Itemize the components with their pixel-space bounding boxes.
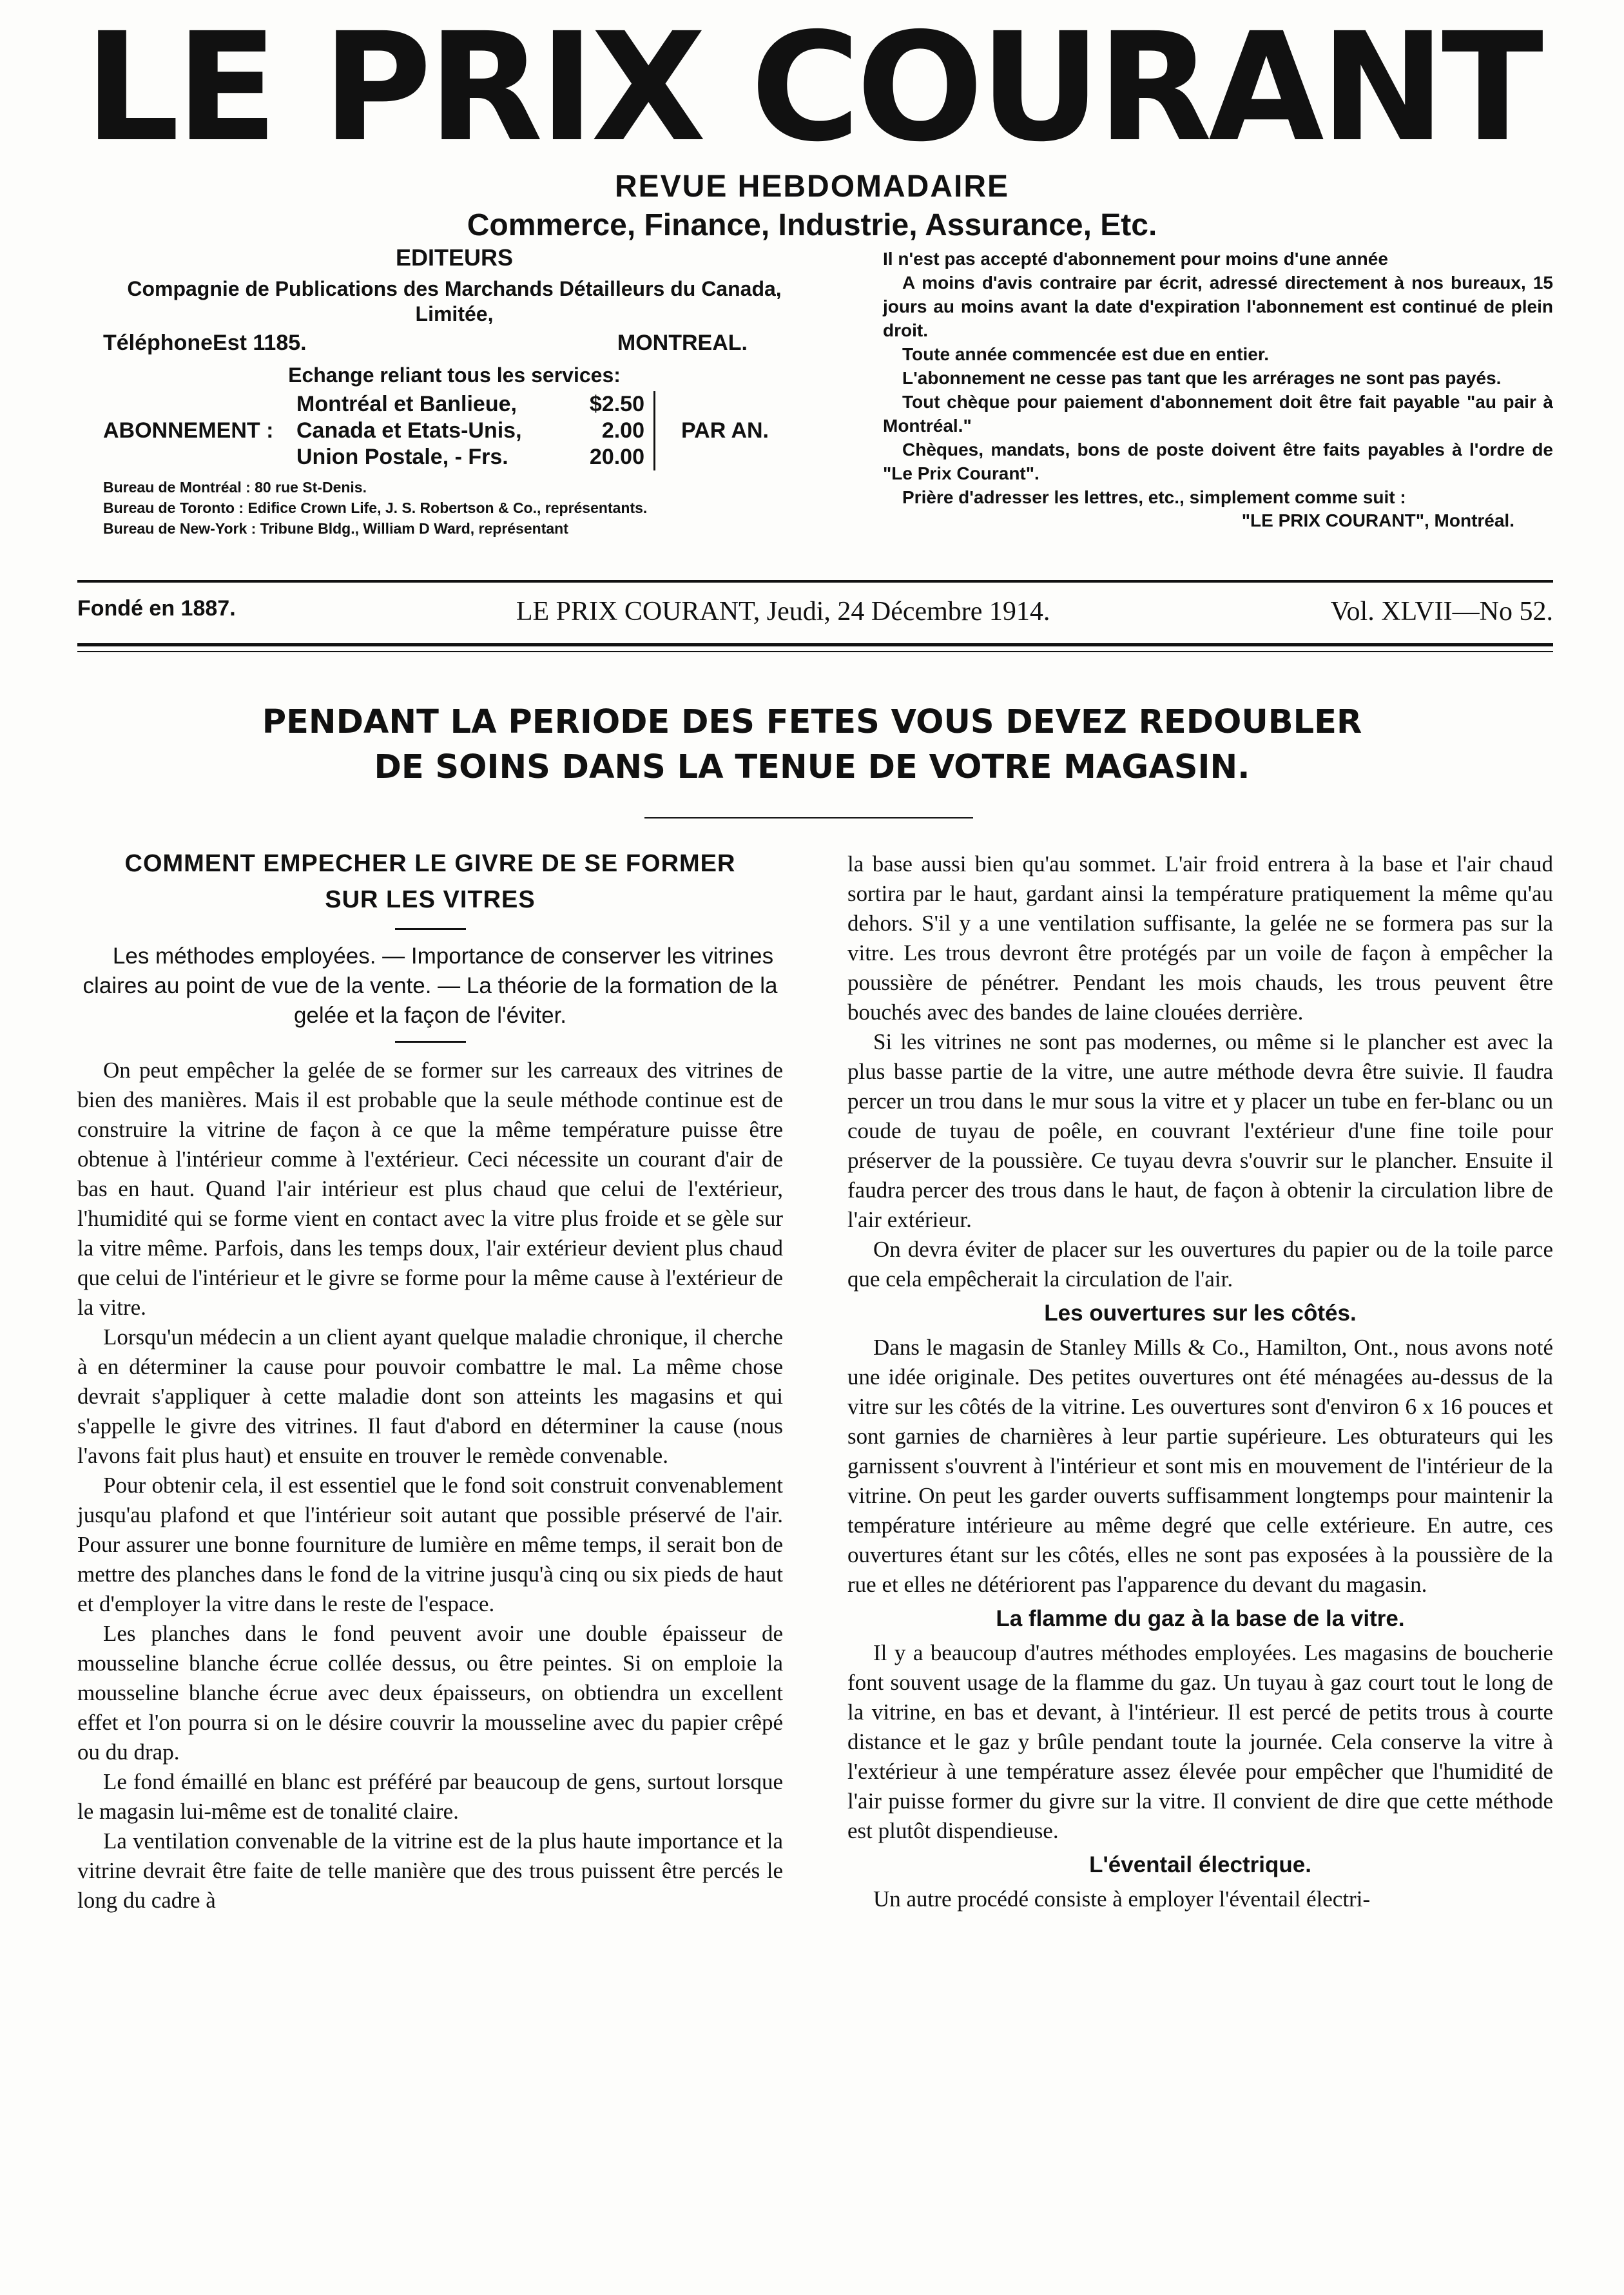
article-paragraph: Un autre procédé consiste à employer l'éventail électri- xyxy=(873,1886,1371,1912)
subscription-label: ABONNEMENT : xyxy=(103,418,274,443)
dateline-rule-thin xyxy=(77,651,1553,652)
article-paragraph: Pour obtenir cela, il est essentiel que le fond soit construit convenablement jusqu'au plafond et que l'intérieur soit autant que possible préservé de l'air. Pour assurer une bonne fourniture de lumière en même temps, il serait bon de mettre des planches dans le fond de la vitrine jusqu'à cinq ou six pieds de haut et d'employer la vitre dans le reste de l'espace. xyxy=(77,1473,783,1616)
founded-date: Fondé en 1887. xyxy=(77,596,236,621)
rate-place: Montréal et Banlieue, xyxy=(296,392,517,417)
article-paragraph: On peut empêcher la gelée de se former sur les carreaux des vitrines de bien des manières. Mais il est probable que la seule méthode continue est de construire la vitrine de façon à ce que la même température puisse être obtenue à l'intérieur comme à l'extérieur. Ceci nécessite un courant d'air de bas en haut. Quand l'air intérieur est plus chaud que celui de l'extérieur, l'humidité qui se forme vient en contact avec la vitre plus froide et se gèle sur la vitre même. Parfois, dans les temps doux, l'air extérieur devient plus chaud que celui de l'intérieur et le givre se forme pour la même cause à l'extérieur de la vitre. xyxy=(77,1058,783,1320)
article-paragraph: la base aussi bien qu'au sommet. L'air froid entrera à la base et l'air chaud sortira par le haut, gardant ainsi la température pratiquement la même qu'au dehors. S'il y a une ventilation suffisante, la gelée ne se formera pas sur la vitre. Les trous devront être protégés par un voile de façon à empêcher la poussière de pénétrer. Pendant les mois chauds, les trous peuvent être bouchés avec des bandes de laine clouées derrière. xyxy=(847,851,1553,1025)
publisher-phone: TéléphoneEst 1185. xyxy=(103,330,307,355)
notice: Prière d'adresser les lettres, etc., simplement comme suit : xyxy=(902,487,1406,507)
headline-line: PENDANT LA PERIODE DES FETES VOUS DEVEZ REDOUBLER xyxy=(262,703,1362,741)
bureau-line: Bureau de Toronto : Edifice Crown Life, J. S. Robertson & Co., représentants. xyxy=(103,499,648,516)
article-paragraph: Les planches dans le fond peuvent avoir une double épaisseur de mousseline blanche écrue collée dessus, ou être peintes. Si on emploie la mousseline blanche écrue avec deux épaisseurs, on obtiendra un excellent effet et l'on pourra si on le désire couvrir la mousseline avec du papier crêpé ou du drap. xyxy=(77,1621,783,1765)
section-heading: L'éventail électrique. xyxy=(1089,1852,1311,1877)
rate-row xyxy=(296,418,644,444)
volume-number: Vol. XLVII—No 52. xyxy=(1330,597,1553,626)
article-paragraph: Si les vitrines ne sont pas modernes, ou même si le plancher est avec la plus basse partie de la vitre, une autre méthode devra être suivie. Il faudra percer un trou dans le mur sous la vitre et y placer un tube en fer-blanc ou un coude de tuyau de poêle, en couvrant l'extérieur d'une fine toile pour préserver de la poussière. Ce tuyau devra s'ouvrir sur le plancher. Ensuite il faudra percer des trous dans le haut, de façon à obtenir la circulation libre de l'air extérieur. xyxy=(847,1029,1553,1232)
per-year-label: PAR AN. xyxy=(681,418,769,443)
subscription-rates xyxy=(103,391,806,470)
notice-signature: "LE PRIX COURANT", Montréal. xyxy=(1241,510,1514,531)
deck-rule xyxy=(395,1041,466,1043)
article-paragraph: Lorsqu'un médecin a un client ayant quelque maladie chronique, il cherche à en déterminer la cause pour pouvoir combattre le mal. La même chose devrait s'appliquer à cette maladie dont son atteints les magasins et qui s'appelle le givre des vitrines. Il faut d'abord en déterminer la cause (nous l'avons fait plus haut) et ensuite en trouver le remède convenable. xyxy=(77,1324,783,1468)
rate-place: Canada et Etats-Unis, xyxy=(296,418,522,443)
masthead-title: LE PRIX COURANT xyxy=(84,1,1540,175)
dateline xyxy=(77,596,1553,627)
notice: Toute année commencée est due en entier. xyxy=(902,344,1269,364)
article-right-column xyxy=(847,849,1553,1914)
bureau-line: Bureau de Montréal : 80 rue St-Denis. xyxy=(103,478,367,496)
notice: Chèques, mandats, bons de poste doivent être faits payables à l'ordre de "Le Prix Courant". xyxy=(883,439,1553,483)
article-title-line: COMMENT EMPECHER LE GIVRE DE SE FORMER xyxy=(124,850,736,877)
publisher-exchange: Echange reliant tous les services: xyxy=(288,363,621,387)
rate-place: Union Postale, - Frs. xyxy=(296,444,508,469)
dateline-rule-thick xyxy=(77,643,1553,646)
top-rule xyxy=(77,580,1553,583)
title-rule xyxy=(395,928,466,930)
publisher-company: Compagnie de Publications des Marchands Détailleurs du Canada, Limitée, xyxy=(127,277,782,325)
article-title xyxy=(77,846,783,918)
notice: L'abonnement ne cesse pas tant que les arrérages ne sont pas payés. xyxy=(902,367,1502,388)
rate-row xyxy=(296,391,644,418)
article-paragraph: Dans le magasin de Stanley Mills & Co., Hamilton, Ont., nous avons noté une idée originale. Des petites ouvertures ont été ménagées au-dessus de la vitre sur les côtés de la vitrine. Les ouvertures sont d'environ 6 x 16 pouces et sont garnies de charnières à leur partie supérieure. Les obturateurs qui les garnissent s'ouvrent à l'intérieur et sont mis en mouvement de l'intérieur de la vitrine. On peut les garder ouverts suffisamment longtemps pour maintenir la température intérieure au même degré que celle extérieure. En autre, ces ouvertures étant sur les côtés, elles ne sont pas exposées à la poussière de la rue et elles ne détériorent pas l'apparence du devant du magasin. xyxy=(847,1335,1553,1597)
article-paragraph: On devra éviter de placer sur les ouvertures du papier ou de la toile parce que cela empêcherait la circulation de l'air. xyxy=(847,1237,1553,1292)
rate-price: $2.50 xyxy=(589,392,644,417)
article-paragraph: Il y a beaucoup d'autres méthodes employées. Les magasins de boucherie font souvent usage de la flamme du gaz. Un tuyau à gaz court tout le long de la vitrine, en bas et devant, à l'intérieur. Il est percé de petits trous à courte distance et le gaz y brûle pendant toute la journée. Cela conserve la vitre à l'extérieur à une température assez élevée pour empêcher que l'humidité de l'air puisse former du givre sur la vitre. Il convient de dire que cette méthode est plutôt dispendieuse. xyxy=(847,1640,1553,1843)
publisher-heading: EDITEURS xyxy=(395,244,514,271)
issue-date: LE PRIX COURANT, Jeudi, 24 Décembre 1914. xyxy=(516,597,1050,626)
publisher-block xyxy=(103,244,806,539)
rate-price: 2.00 xyxy=(601,418,644,443)
section-heading: Les ouvertures sur les côtés. xyxy=(1044,1301,1357,1326)
bureaux-list xyxy=(103,477,806,539)
bureau-line: Bureau de New-York : Tribune Bldg., William D Ward, représentant xyxy=(103,519,568,537)
article-deck: Les méthodes employées. — Importance de conserver les vitrines claires au point de vue de la vente. — La théorie de la formation de la gelée et la façon de l'éviter. xyxy=(82,944,778,1028)
notice: Tout chèque pour paiement d'abonnement doit être fait payable "au pair à Montréal." xyxy=(883,391,1553,436)
front-headline xyxy=(103,700,1521,790)
section-heading: La flamme du gaz à la base de la vitre. xyxy=(996,1606,1405,1631)
rates-table xyxy=(296,391,655,470)
article-paragraph: Le fond émaillé en blanc est préféré par beaucoup de gens, surtout lorsque le magasin lui-même est de tonalité claire. xyxy=(77,1769,783,1824)
notice: Il n'est pas accepté d'abonnement pour moins d'une année xyxy=(883,249,1388,269)
article-paragraph: La ventilation convenable de la vitrine est de la plus haute importance et la vitrine devrait être faite de telle manière que des trous puissent être percés le long du cadre à xyxy=(77,1828,783,1913)
masthead-subtitle: REVUE HEBDOMADAIRE xyxy=(614,169,1010,204)
masthead-tagline: Commerce, Finance, Industrie, Assurance, Etc. xyxy=(467,208,1157,242)
rate-price: 20.00 xyxy=(589,444,644,469)
headline-line: DE SOINS DANS LA TENUE DE VOTRE MAGASIN. xyxy=(374,748,1250,786)
article-title-line: SUR LES VITRES xyxy=(325,886,536,913)
subscription-notices xyxy=(883,247,1553,533)
article-left-column xyxy=(77,846,783,1915)
rate-row xyxy=(296,444,644,470)
publisher-city: MONTREAL. xyxy=(617,330,748,355)
notice: A moins d'avis contraire par écrit, adressé directement à nos bureaux, 15 jours au moins avant la date d'expiration l'abonnement est continué de plein droit. xyxy=(883,272,1553,340)
headline-rule xyxy=(644,817,973,818)
